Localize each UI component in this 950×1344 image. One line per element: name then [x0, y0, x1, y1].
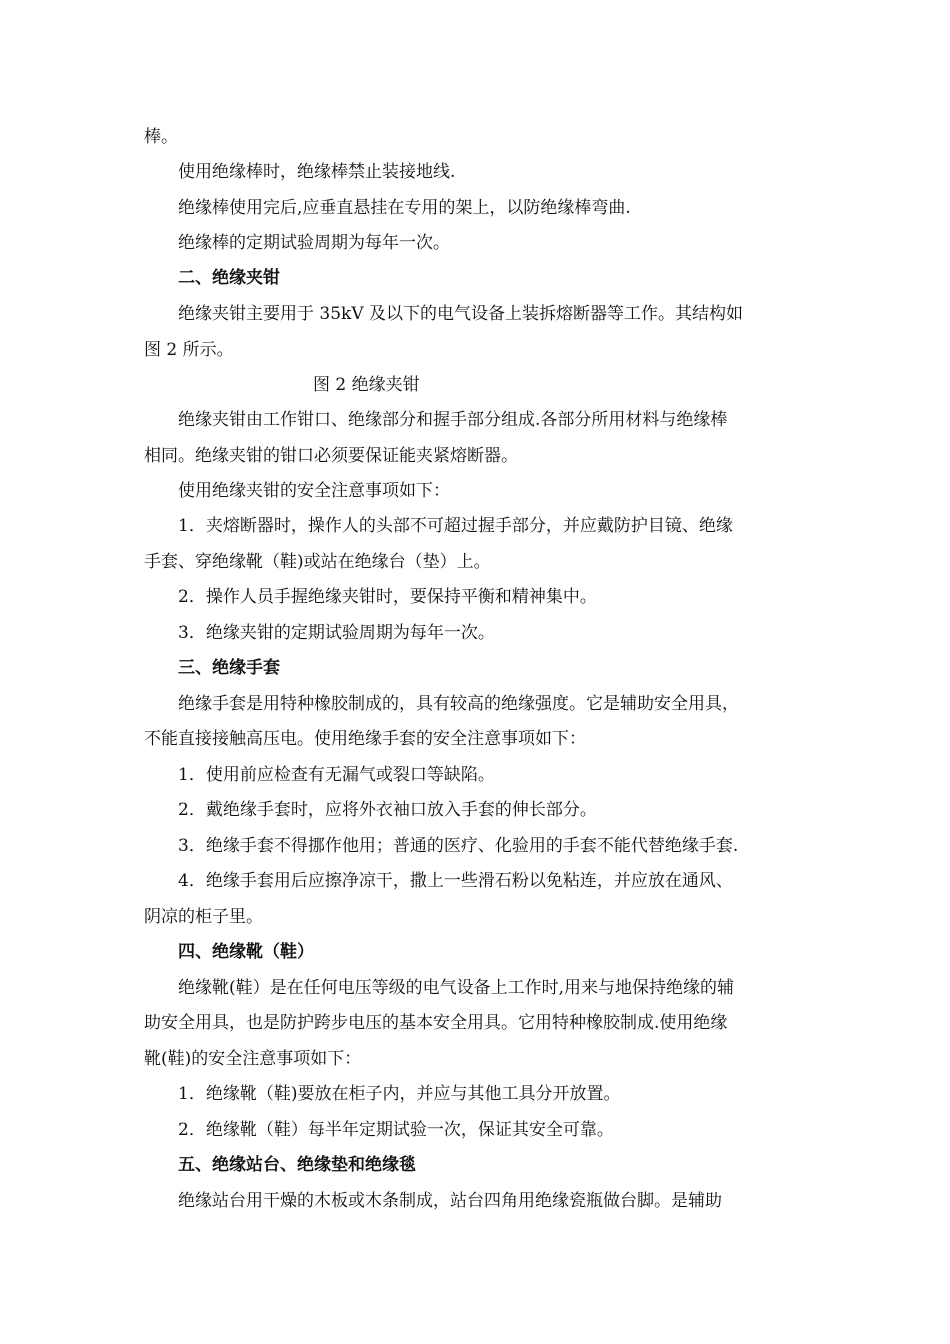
paragraph-line: 使用绝缘夹钳的安全注意事项如下：	[178, 481, 450, 501]
figure-caption: 图 2 绝缘夹钳	[313, 375, 420, 395]
paragraph-line: 绝缘靴(鞋）是在任何电压等级的电气设备上工作时,用来与地保持绝缘的辅	[178, 978, 735, 998]
list-item: 4．绝缘手套用后应擦净凉干，撒上一些滑石粉以免粘连，并应放在通风、	[178, 871, 733, 891]
paragraph-line: 使用绝缘棒时，绝缘棒禁止装接地线.	[178, 162, 456, 182]
list-item: 1．夹熔断器时，操作人的头部不可超过握手部分，并应戴防护目镜、绝缘	[178, 516, 733, 536]
paragraph-line: 绝缘夹钳主要用于 35kV 及以下的电气设备上装拆熔断器等工作。其结构如	[178, 304, 744, 324]
paragraph-line: 绝缘站台用干燥的木板或木条制成，站台四角用绝缘瓷瓶做台脚。是辅助	[178, 1191, 722, 1211]
list-item: 3．绝缘手套不得挪作他用；普通的医疗、化验用的手套不能代替绝缘手套.	[178, 836, 739, 856]
paragraph-line: 手套、穿绝缘靴（鞋)或站在绝缘台（垫）上。	[144, 552, 491, 572]
list-item: 2．戴绝缘手套时，应将外衣袖口放入手套的伸长部分。	[178, 800, 597, 820]
paragraph-line: 绝缘棒的定期试验周期为每年一次。	[178, 233, 450, 253]
list-item: 1．使用前应检查有无漏气或裂口等缺陷。	[178, 765, 495, 785]
section-heading: 四、绝缘靴（鞋）	[178, 942, 314, 962]
paragraph-line: 助安全用具，也是防护跨步电压的基本安全用具。它用特种橡胶制成.使用绝缘	[144, 1013, 728, 1033]
paragraph-line: 靴(鞋)的安全注意事项如下：	[144, 1049, 362, 1069]
paragraph-line: 绝缘棒使用完后,应垂直悬挂在专用的架上，以防绝缘棒弯曲.	[178, 198, 631, 218]
list-item: 2．操作人员手握绝缘夹钳时，要保持平衡和精神集中。	[178, 587, 597, 607]
paragraph-line: 相同。绝缘夹钳的钳口必须要保证能夹紧熔断器。	[144, 446, 518, 466]
section-heading: 三、绝缘手套	[178, 658, 280, 678]
section-heading: 五、绝缘站台、绝缘垫和绝缘毯	[178, 1155, 416, 1175]
paragraph-line: 棒。	[144, 127, 178, 147]
section-heading: 二、绝缘夹钳	[178, 268, 280, 288]
paragraph-line: 绝缘夹钳由工作钳口、绝缘部分和握手部分组成.各部分所用材料与绝缘棒	[178, 410, 728, 430]
paragraph-line: 不能直接接触高压电。使用绝缘手套的安全注意事项如下：	[144, 729, 586, 749]
list-item: 3．绝缘夹钳的定期试验周期为每年一次。	[178, 623, 495, 643]
paragraph-line: 阴凉的柜子里。	[144, 907, 263, 927]
paragraph-line: 图 2 所示。	[144, 340, 234, 360]
list-item: 2．绝缘靴（鞋）每半年定期试验一次，保证其安全可靠。	[178, 1120, 614, 1140]
paragraph-line: 绝缘手套是用特种橡胶制成的，具有较高的绝缘强度。它是辅助安全用具，	[178, 694, 739, 714]
list-item: 1．绝缘靴（鞋)要放在柜子内，并应与其他工具分开放置。	[178, 1084, 621, 1104]
